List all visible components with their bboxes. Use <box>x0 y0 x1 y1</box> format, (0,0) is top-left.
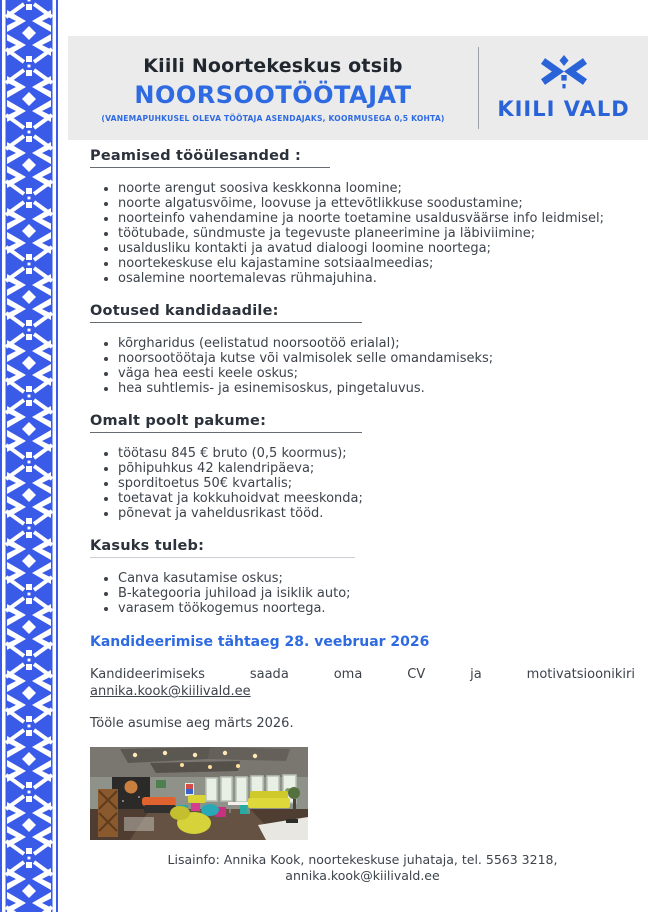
list-item: • noorte algatusvõime, loovuse ja ettevõtlikkuse soodustamine; <box>118 196 635 211</box>
section-expectations <box>90 303 635 396</box>
folk-pattern-border <box>0 0 58 912</box>
list-item: • sporditoetus 50€ kvartalis; <box>118 476 635 491</box>
section-heading: Omalt poolt pakume: <box>90 413 267 429</box>
section-heading: Kasuks tuleb: <box>90 538 205 554</box>
logo-text: KIILI VALD <box>497 97 630 121</box>
list-item: • noorsootöötaja kutse või valmisolek selle omandamiseks; <box>118 351 635 366</box>
header-band <box>68 36 648 140</box>
job-title: NOORSOOTÖÖTAJAT <box>134 81 412 109</box>
dragonfly-icon <box>540 55 588 93</box>
list-item: • väga hea eesti keele oskus; <box>118 366 635 381</box>
list-item: • usaldusliku kontakti ja avatud dialoogi loomine noortega; <box>118 241 635 256</box>
section-advantages <box>90 538 635 616</box>
kiili-vald-logo <box>479 55 648 121</box>
list-item: • Canva kasutamise oskus; <box>118 571 635 586</box>
apply-instruction: Kandideerimiseks saada oma CV ja motivatsioonikiri <box>90 667 635 682</box>
list-item: • töötubade, sündmuste ja tegevuste planeerimine ja läbiviimine; <box>118 226 635 241</box>
list-item: • kõrgharidus (eelistatud noorsootöö erialal); <box>118 336 635 351</box>
list-item: • toetavat ja kokkuhoidvat meeskonda; <box>118 491 635 506</box>
youth-centre-photo <box>90 747 308 840</box>
heading-rule <box>90 557 355 558</box>
heading-rule <box>90 322 362 323</box>
bullet-list <box>90 446 635 521</box>
job-subtitle: (VANEMAPUHKUSEL OLEVA TÖÖTAJA ASENDAJAKS, KOORMUSEGA 0,5 KOHTA) <box>101 114 445 123</box>
list-item: • noorteinfo vahendamine ja noorte toetamine usaldusväärse info leidmisel; <box>118 211 635 226</box>
pretitle: Kiili Noortekeskus otsib <box>143 55 403 77</box>
section-offer <box>90 413 635 521</box>
list-item: • põhipuhkus 42 kalendripäeva; <box>118 461 635 476</box>
header-titles <box>68 53 478 123</box>
heading-rule <box>90 167 330 168</box>
heading-rule <box>90 432 362 433</box>
footer-email: annika.kook@kiilivald.ee <box>285 868 440 883</box>
list-item: • osalemine noortemalevas rühmajuhina. <box>118 271 635 286</box>
list-item: • noorte arengut soosiva keskkonna loomine; <box>118 181 635 196</box>
list-item: • B-kategooria juhiload ja isiklik auto; <box>118 586 635 601</box>
section-duties <box>90 148 635 286</box>
bullet-list <box>90 571 635 616</box>
ad-body <box>90 148 635 884</box>
footer-line1: Lisainfo: Annika Kook, noortekeskuse juhataja, tel. 5563 3218, <box>167 852 558 867</box>
section-heading: Ootused kandidaadile: <box>90 303 279 319</box>
bullet-list <box>90 336 635 396</box>
list-item: • varasem töökogemus noortega. <box>118 601 635 616</box>
apply-paragraph <box>90 666 635 700</box>
deadline-text: Kandideerimise tähtaeg 28. veebruar 2026 <box>90 634 430 650</box>
section-heading: Peamised tööülesanded : <box>90 148 301 164</box>
footer-contact <box>90 852 635 884</box>
bullet-list <box>90 181 635 286</box>
apply-email-link[interactable]: annika.kook@kiilivald.ee <box>90 684 251 699</box>
list-item: • hea suhtlemis- ja esinemisoskus, pingetaluvus. <box>118 381 635 396</box>
list-item: • töötasu 845 € bruto (0,5 koormus); <box>118 446 635 461</box>
list-item: • noortekeskuse elu kajastamine sotsiaalmeedias; <box>118 256 635 271</box>
list-item: • põnevat ja vaheldusrikast tööd. <box>118 506 635 521</box>
start-date-text: Tööle asumise aeg märts 2026. <box>90 716 294 731</box>
